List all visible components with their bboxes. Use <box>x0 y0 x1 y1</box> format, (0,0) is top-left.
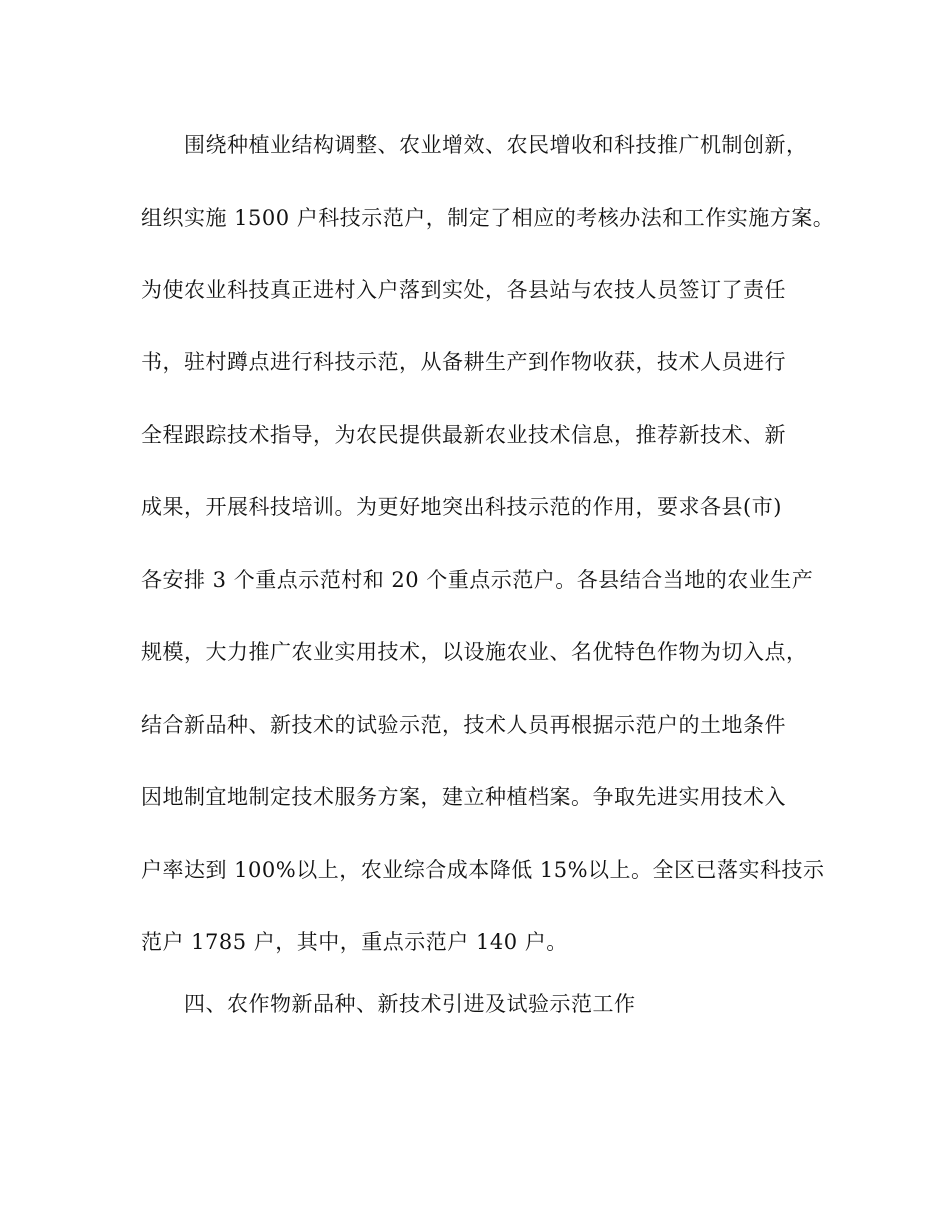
paragraph-line-8: 规模，大力推广农业实用技术，以设施农业、名优特色作物为切入点， <box>141 640 808 664</box>
section-heading: 四、农作物新品种、新技术引进及试验示范工作 <box>184 992 636 1016</box>
paragraph-line-5: 全程跟踪技术指导，为农民提供最新农业技术信息，推荐新技术、新 <box>141 423 786 447</box>
paragraph-line-6: 成果，开展科技培训。为更好地突出科技示范的作用，要求各县(市) <box>141 495 782 519</box>
paragraph-line-2: 组织实施 1500 户科技示范户，制定了相应的考核办法和工作实施方案。 <box>141 206 835 230</box>
paragraph-line-9: 结合新品种、新技术的试验示范，技术人员再根据示范户的土地条件 <box>141 713 786 737</box>
paragraph-line-4: 书，驻村蹲点进行科技示范，从备耕生产到作物收获，技术人员进行 <box>141 350 786 374</box>
paragraph-line-11: 户率达到 100%以上，农业综合成本降低 15%以上。全区已落实科技示 <box>141 858 825 882</box>
paragraph-line-12: 范户 1785 户，其中，重点示范户 140 户。 <box>141 930 568 954</box>
paragraph-line-10: 因地制宜地制定技术服务方案，建立种植档案。争取先进实用技术入 <box>141 785 786 809</box>
paragraph-line-7: 各安排 3 个重点示范村和 20 个重点示范户。各县结合当地的农业生产 <box>141 568 814 592</box>
paragraph-line-1: 围绕种植业结构调整、农业增效、农民增收和科技推广机制创新， <box>184 133 808 157</box>
paragraph-line-3: 为使农业科技真正进村入户落到实处，各县站与农技人员签订了责任 <box>141 278 786 302</box>
